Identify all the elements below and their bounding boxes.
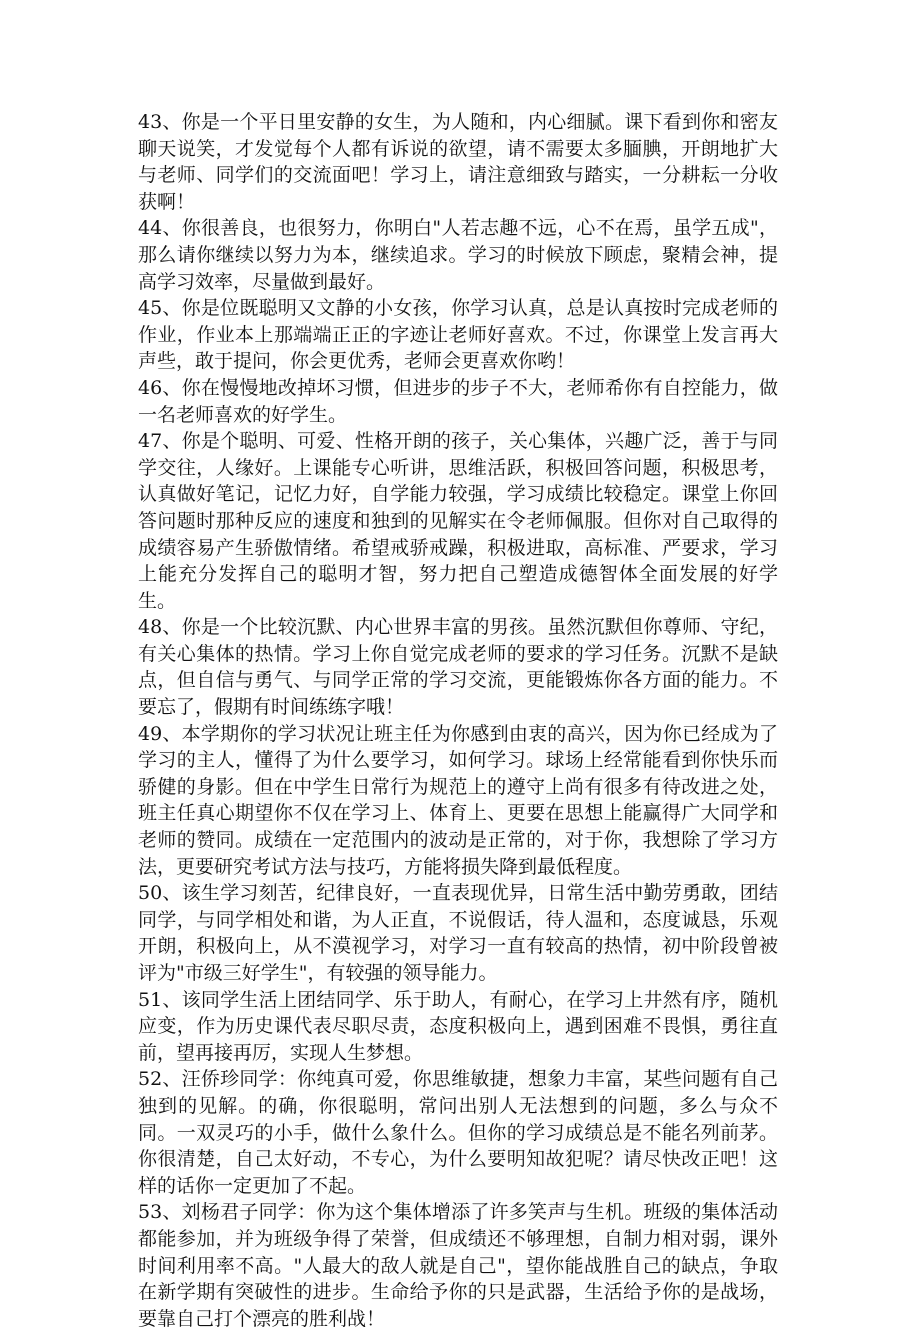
paragraph-44: 44、你很善良，也很努力，你明白"人若志趣不远，心不在焉，虽学五成"，那么请你继续以努力为本，继续追求。学习的时候放下顾虑，聚精会神，提高学习效率，尽量做到最好。 bbox=[138, 217, 778, 293]
paragraph-50: 50、该生学习刻苦，纪律良好，一直表现优异，日常生活中勤劳勇敢，团结同学，与同学相处和谐，为人正直，不说假话，待人温和，态度诚恳，乐观开朗，积极向上，从不漠视学习，对学习一直有较高的热情，初中阶段曾被评为"市级三好学生"，有较强的领导能力。 bbox=[138, 882, 778, 984]
paragraph-51: 51、该同学生活上团结同学、乐于助人，有耐心，在学习上井然有序，随机应变，作为历史课代表尽职尽责，态度积极向上，遇到困难不畏惧，勇往直前，望再接再厉，实现人生梦想。 bbox=[138, 988, 778, 1064]
paragraph-43: 43、你是一个平日里安静的女生，为人随和，内心细腻。课下看到你和密友聊天说笑，才发觉每个人都有诉说的欲望，请不需要太多腼腆，开朗地扩大与老师、同学们的交流面吧！学习上，请注意细致与踏实，一分耕耘一分收获啊！ bbox=[138, 111, 778, 213]
paragraph-45: 45、你是位既聪明又文静的小女孩，你学习认真，总是认真按时完成老师的作业，作业本上那端端正正的字迹让老师好喜欢。不过，你课堂上发言再大声些，敢于提问，你会更优秀，老师会更喜欢你哟！ bbox=[138, 297, 778, 373]
paragraph-47: 47、你是个聪明、可爱、性格开朗的孩子，关心集体，兴趣广泛，善于与同学交往，人缘好。上课能专心听讲，思维活跃，积极回答问题，积极思考，认真做好笔记，记忆力好，自学能力较强，学习成绩比较稳定。课堂上你回答问题时那种反应的速度和独到的见解实在令老师佩服。但你对自己取得的成绩容易产生骄傲情绪。希望戒骄戒躁，积极进取，高标准、严要求，学习上能充分发挥自己的聪明才智，努力把自己塑造成德智体全面发展的好学生。 bbox=[138, 430, 778, 612]
paragraph-52: 52、汪侨珍同学：你纯真可爱，你思维敏捷，想象力丰富，某些问题有自己独到的见解。的确，你很聪明，常问出别人无法想到的问题，多么与众不同。一双灵巧的小手，做什么象什么。但你的学习成绩总是不能名列前茅。你很清楚，自己太好动，不专心，为什么要明知故犯呢？请尽快改正吧！这样的话你一定更加了不起。 bbox=[138, 1068, 778, 1197]
paragraph-53: 53、刘杨君子同学：你为这个集体增添了许多笑声与生机。班级的集体活动都能参加，并为班级争得了荣誉，但成绩还不够理想，自制力相对弱，课外时间利用率不高。"人最大的敌人就是自己"，望你能战胜自己的缺点，争取在新学期有突破性的进步。生命给予你的只是武器，生活给予你的是战场，要靠自己打个漂亮的胜利战！ bbox=[138, 1201, 778, 1330]
paragraph-46: 46、你在慢慢地改掉坏习惯，但进步的步子不大，老师希你有自控能力，做一名老师喜欢的好学生。 bbox=[138, 376, 778, 426]
document-body bbox=[138, 109, 778, 1332]
paragraph-49: 49、本学期你的学习状况让班主任为你感到由衷的高兴，因为你已经成为了学习的主人，懂得了为什么要学习，如何学习。球场上经常能看到你快乐而骄健的身影。但在中学生日常行为规范上的遵守上尚有很多有待改进之处，班主任真心期望你不仅在学习上、体育上、更要在思想上能赢得广大同学和老师的赞同。成绩在一定范围内的波动是正常的，对于你，我想除了学习方法，更要研究考试方法与技巧，方能将损失降到最低程度。 bbox=[138, 722, 778, 878]
paragraph-48: 48、你是一个比较沉默、内心世界丰富的男孩。虽然沉默但你尊师、守纪，有关心集体的热情。学习上你自觉完成老师的要求的学习任务。沉默不是缺点，但自信与勇气、与同学正常的学习交流，更能锻炼你各方面的能力。不要忘了，假期有时间练练字哦！ bbox=[138, 616, 778, 719]
